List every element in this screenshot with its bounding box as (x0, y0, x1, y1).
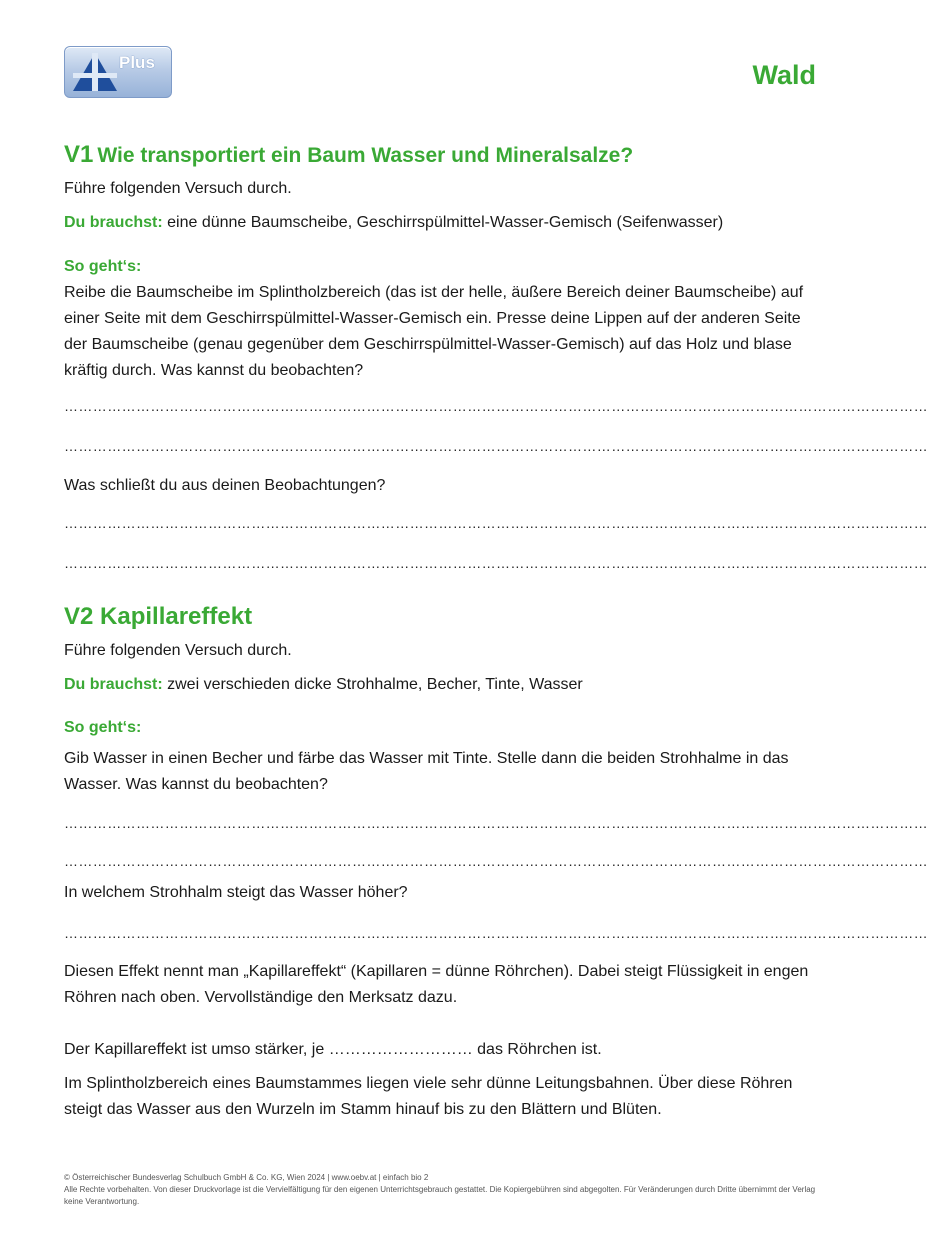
v1-materials-text: eine dünne Baumscheibe, Geschirrspülmittel-Wasser-Gemisch (Seifenwasser) (167, 214, 724, 231)
v2-procedure-label: So geht‘s: (64, 719, 142, 736)
logo-text: Plus (119, 53, 155, 72)
v1-materials-label: Du brauchst: (64, 214, 163, 231)
v1-title: Wie transportiert ein Baum Wasser und Mineralsalze? (97, 144, 634, 167)
v2-closing: Im Splintholzbereich eines Baumstammes liegen viele sehr dünne Leitungsbahnen. Über diese Röhren steigt das Wasser aus den Wurzeln im Stamm hinauf bis zu den Blättern und Blüten. (64, 1075, 793, 1118)
v2-question2: In welchem Strohhalm steigt das Wasser höher? (64, 884, 408, 901)
v1-number: V1 (64, 141, 94, 168)
v2-intro: Führe folgenden Versuch durch. (64, 642, 292, 659)
merksatz-end: das Röhrchen ist. (477, 1041, 602, 1058)
v2-materials (64, 672, 816, 698)
answer-line[interactable]: ……………………………………………………………………………………………………………………………………………………………… (64, 925, 928, 941)
answer-line[interactable]: ……………………………………………………………………………………………………………………………………………………………… (64, 515, 928, 531)
footer-rights: Alle Rechte vorbehalten. Von dieser Druckvorlage ist die Vervielfältigung für den eigenen Unterrichtsgebrauch gestattet. Die Kopiergebühren sind abgegolten. Für Veränderungen durch Dritte übernimmt der Verlag keine Verantwortung. (64, 1185, 816, 1206)
answer-line[interactable]: ……………………………………………………………………………………………………………………………………………………………… (64, 853, 928, 869)
publisher-logo (64, 46, 172, 98)
merksatz-start: Der Kapillareffekt ist umso stärker, je (64, 1041, 325, 1058)
v1-materials (64, 210, 816, 236)
merksatz-blank[interactable]: ……………………… (328, 1041, 473, 1058)
triangle-logo-icon (69, 49, 121, 95)
v1-question2: Was schließt du aus deinen Beobachtungen? (64, 477, 386, 494)
footer (64, 1172, 824, 1208)
v2-heading: V2 Kapillareffekt (64, 603, 253, 630)
answer-line[interactable]: ……………………………………………………………………………………………………………………………………………………………… (64, 398, 928, 414)
v2-materials-text: zwei verschieden dicke Strohhalme, Becher, Tinte, Wasser (167, 676, 583, 693)
v1-procedure-text: Reibe die Baumscheibe im Splintholzbereich (das ist der helle, äußere Bereich deiner Baumscheibe) auf einer Seite mit dem Geschirrspülmittel-Wasser-Gemisch ein. Presse deine Lippen auf der anderen Seite der Baumscheibe (genau gegenüber dem Geschirrspülmittel-Wasser-Gemisch) auf das Holz und blase kräftig durch. Was kannst du beobachten? (64, 284, 804, 379)
v2-materials-label: Du brauchst: (64, 676, 163, 693)
v1-intro: Führe folgenden Versuch durch. (64, 180, 292, 197)
v1-heading (64, 141, 633, 169)
merksatz (64, 1037, 816, 1063)
answer-line[interactable]: ……………………………………………………………………………………………………………………………………………………………… (64, 438, 928, 454)
footer-copyright: © Österreichischer Bundesverlag Schulbuch GmbH & Co. KG, Wien 2024 | www.oebv.at | einfach bio 2 (64, 1173, 429, 1182)
answer-line[interactable]: ……………………………………………………………………………………………………………………………………………………………… (64, 555, 928, 571)
v1-procedure-label: So geht‘s: (64, 258, 142, 275)
page-title: Wald (752, 60, 816, 90)
v2-procedure-text: Gib Wasser in einen Becher und färbe das Wasser mit Tinte. Stelle dann die beiden Strohhalme in das Wasser. Was kannst du beobachten? (64, 750, 789, 793)
v2-explanation: Diesen Effekt nennt man „Kapillareffekt“ (Kapillaren = dünne Röhrchen). Dabei steigt Flüssigkeit in engen Röhren nach oben. Vervollständige den Merksatz dazu. (64, 963, 809, 1006)
answer-line[interactable]: ……………………………………………………………………………………………………………………………………………………………… (64, 815, 928, 831)
